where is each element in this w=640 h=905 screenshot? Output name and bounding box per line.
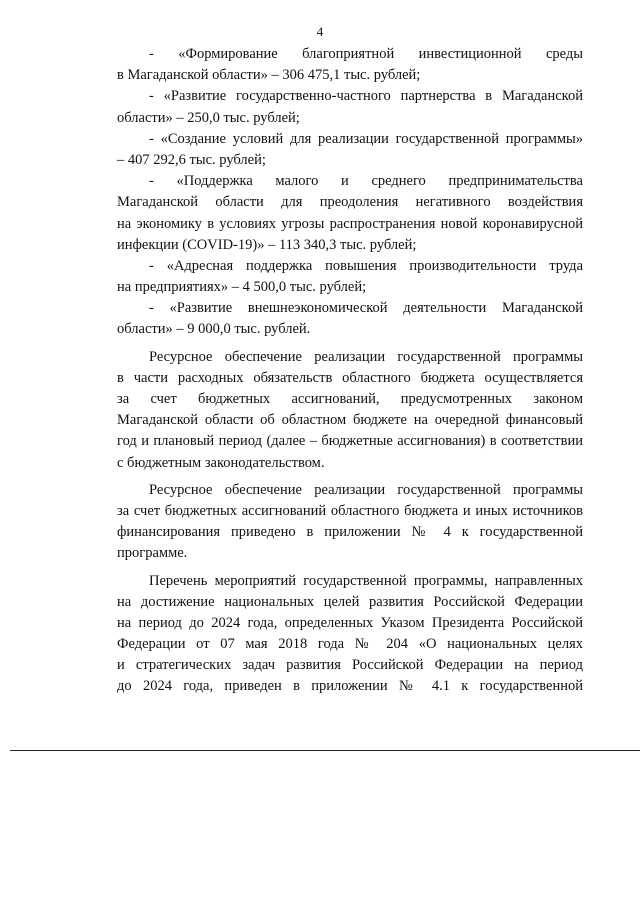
bullet-item-productivity-support: [117, 256, 583, 298]
text-line: - «Формирование благоприятной инвестиционной среды: [149, 46, 583, 62]
text-line: в Магаданской области» – 306 475,1 тыс. рублей;: [117, 67, 421, 84]
text-line: области» – 9 000,0 тыс. рублей.: [117, 321, 311, 338]
text-line: - «Создание условий для реализации государственной программы»: [149, 130, 583, 147]
text-line: - «Адресная поддержка повышения производительности труда: [149, 257, 583, 274]
page-footer-rule: [10, 750, 640, 751]
bullet-item-small-business-support: [117, 171, 583, 256]
text-line: Перечень мероприятий государственной программы, направленных: [149, 572, 583, 589]
text-line: в части расходных обязательств областного бюджета осуществляется: [117, 369, 583, 386]
page-number: 4: [316, 24, 324, 39]
text-line: с бюджетным законодательством.: [117, 454, 325, 471]
paragraph-measures-list: [117, 571, 583, 698]
text-line: на предприятиях» – 4 500,0 тыс. рублей;: [117, 279, 367, 296]
text-line: Магаданской области об областном бюджете на очередной финансовый: [117, 412, 583, 429]
text-line: за счет бюджетных ассигнований областного бюджета и иных источников: [117, 502, 583, 519]
text-line: год и плановый период (далее – бюджетные ассигнования) в соответствии: [117, 433, 583, 450]
text-line: области» – 250,0 тыс. рублей;: [117, 109, 300, 126]
text-line: на достижение национальных целей развития Российской Федерации: [117, 593, 583, 610]
bullet-item-foreign-trade: [117, 298, 583, 340]
text-line: до 2024 года, приведен в приложении № 4.1 к государственной: [117, 678, 583, 695]
paragraph-resource-appendix: [117, 480, 583, 565]
paragraph-resource-provision: [117, 347, 583, 474]
text-line: – 407 292,6 тыс. рублей;: [117, 151, 266, 168]
text-line: Ресурсное обеспечение реализации государственной программы: [149, 481, 583, 498]
text-line: Федерации от 07 мая 2018 года № 204 «О национальных целях: [117, 636, 583, 653]
text-line: Ресурсное обеспечение реализации государственной программы: [149, 348, 583, 365]
bullet-item-program-conditions: [117, 129, 583, 171]
text-line: - «Развитие внешнеэкономической деятельности Магаданской: [149, 300, 583, 317]
text-line: - «Поддержка малого и среднего предпринимательства: [149, 173, 583, 190]
text-line: - «Развитие государственно-частного партнерства в Магаданской: [149, 88, 583, 105]
text-line: финансирования приведено в приложении № 4 к государственной: [117, 524, 583, 541]
text-line: Магаданской области для преодоления негативного воздействия: [117, 194, 583, 211]
text-line: и стратегических задач развития Российской Федерации на период: [117, 657, 583, 674]
text-line: инфекции (COVID-19)» – 113 340,3 тыс. рублей;: [117, 236, 417, 253]
text-line: за счет бюджетных ассигнований, предусмотренных законом: [117, 391, 583, 407]
bullet-item-investment-climate: [117, 44, 583, 86]
text-line: на экономику в условиях угрозы распространения новой коронавирусной: [117, 215, 583, 232]
bullet-item-public-private-partnership: [117, 86, 583, 128]
text-line: программе.: [117, 545, 188, 562]
text-line: на период до 2024 года, определенных Указом Президента Российской: [117, 614, 583, 631]
document-body: [117, 44, 583, 698]
